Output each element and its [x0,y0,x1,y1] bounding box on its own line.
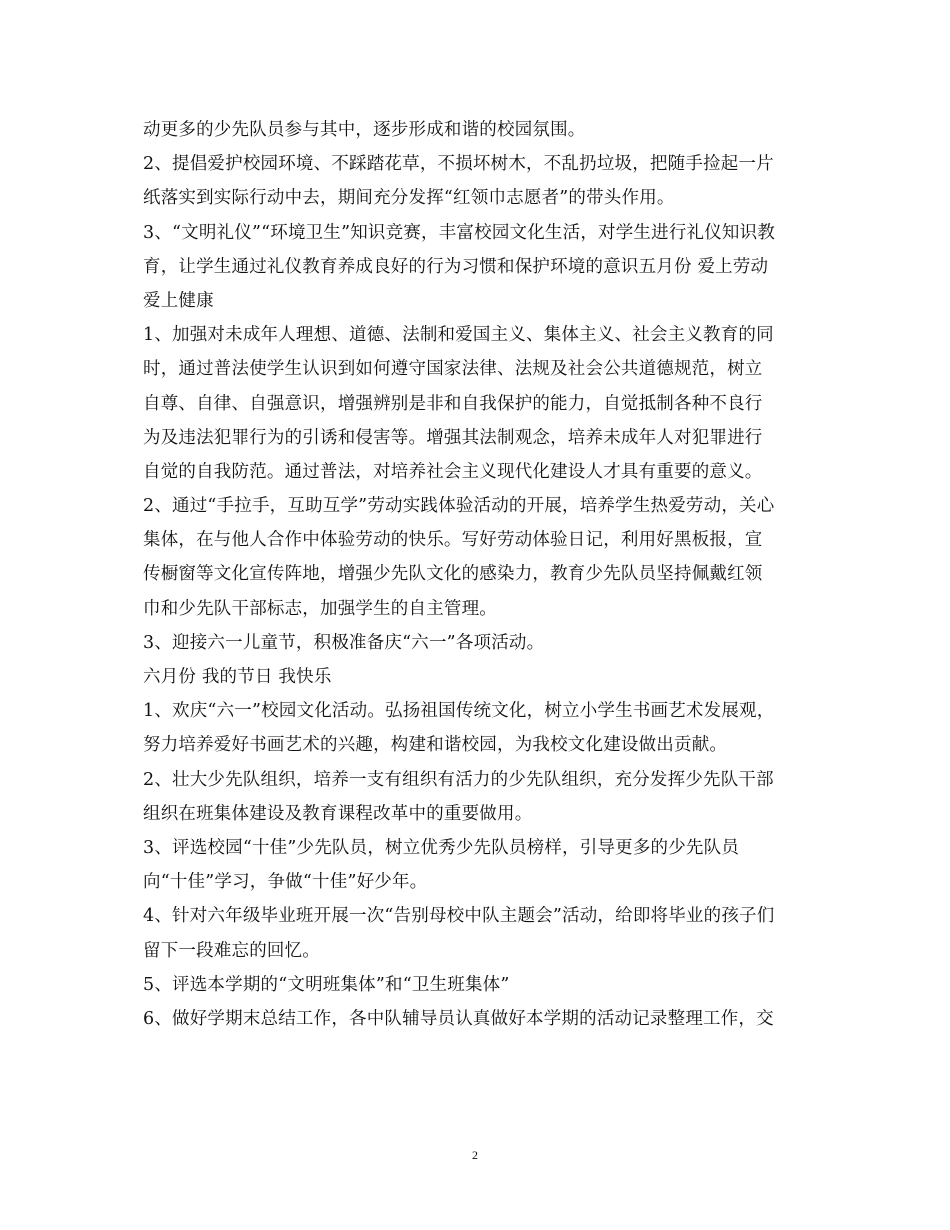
text-line: 传橱窗等文化宣传阵地，增强少先队文化的感染力，教育少先队员坚持佩戴红领 [143,564,763,585]
text-line: 时，通过普法使学生认识到如何遵守国家法律、法规及社会公共道德规范，树立 [143,359,763,380]
text-line: 集体，在与他人合作中体验劳动的快乐。写好劳动体验日记，利用好黑板报，宣 [143,530,763,551]
page-number: 2 [472,1148,478,1162]
body-text [143,113,808,1036]
section-heading: 六月份 我的节日 我快乐 [143,667,332,687]
text-line: 纸落实到实际行动中去，期间充分发挥“红领巾志愿者”的带头作用。 [143,188,675,209]
text-line: 1、加强对未成年人理想、道德、法制和爱国主义、集体主义、社会主义教育的同 [143,325,774,346]
text-line: 5、评选本学期的“文明班集体”和“卫生班集体” [143,974,510,995]
text-line: 为及违法犯罪行为的引诱和侵害等。增强其法制观念，培养未成年人对犯罪进行 [143,427,763,448]
text-line: 组织在班集体建设及教育课程改革中的重要做用。 [143,803,533,824]
text-line: 2、壮大少先队组织，培养一支有组织有活力的少先队组织，充分发挥少先队干部 [143,769,774,790]
text-line: 自尊、自律、自强意识，增强辨别是非和自我保护的能力，自觉抵制各种不良行 [143,393,763,414]
text-line: 4、针对六年级毕业班开展一次“告别母校中队主题会”活动，给即将毕业的孩子们 [143,906,775,927]
text-line: 自觉的自我防范。通过普法，对培养社会主义现代化建设人才具有重要的意义。 [143,461,763,482]
text-line: 巾和少先队干部标志，加强学生的自主管理。 [143,598,497,619]
text-line: 3、迎接六一儿童节，积极准备庆“六一”各项活动。 [143,632,545,653]
text-line: 6、做好学期末总结工作，各中队辅导员认真做好本学期的活动记录整理工作，交 [143,1008,774,1029]
text-line: 1、欢庆“六一”校园文化活动。弘扬祖国传统文化，树立小学生书画艺术发展观， [143,701,775,722]
text-line: 3、“文明礼仪”“环境卫生”知识竞赛，丰富校园文化生活，对学生进行礼仪知识教 [143,222,776,243]
text-line: 2、提倡爱护校园环境、不踩踏花草，不损坏树木，不乱扔垃圾，把随手捡起一片 [143,154,774,175]
text-line: 向“十佳”学习，争做“十佳”好少年。 [143,872,428,893]
text-line: 育，让学生通过礼仪教育养成良好的行为习惯和保护环境的意识五月份 爱上劳动 [143,256,769,277]
text-line: 留下一段难忘的回忆。 [143,940,320,961]
text-line: 爱上健康 [143,290,214,311]
text-line: 动更多的少先队员参与其中，逐步形成和谐的校园氛围。 [143,120,586,140]
text-line: 努力培养爱好书画艺术的兴趣，构建和谐校园，为我校文化建设做出贡献。 [143,735,728,756]
text-line: 2、通过“手拉手，互助互学”劳动实践体验活动的开展，培养学生热爱劳动，关心 [143,496,775,517]
text-line: 3、评选校园“十佳”少先队员，树立优秀少先队员榜样，引导更多的少先队员 [143,837,740,858]
